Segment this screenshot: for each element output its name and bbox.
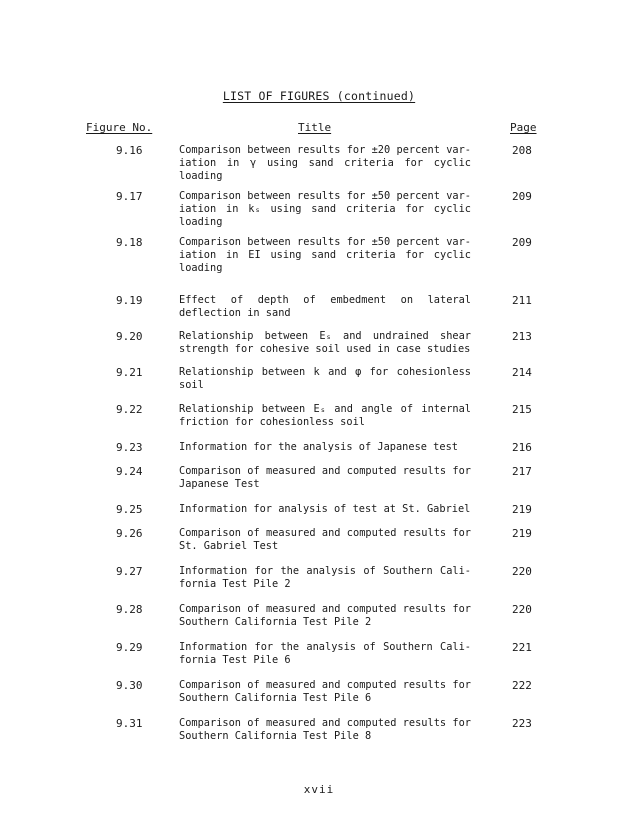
column-header-title: Title (298, 121, 332, 134)
page-ref: 209 (512, 236, 532, 249)
page-ref: 219 (512, 503, 532, 516)
figure-number: 9.24 (116, 465, 143, 478)
figure-title-line: Comparison of measured and computed results for (179, 717, 471, 729)
figure-number: 9.31 (116, 717, 143, 730)
column-header-figure-no: Figure No. (86, 121, 153, 134)
figure-title (179, 503, 471, 516)
figure-title (179, 294, 471, 320)
figure-title-line: Effect of depth of embedment on lateral (179, 294, 471, 306)
figure-title-line: Relationship between k and φ for cohesionless (179, 366, 471, 378)
figure-title (179, 717, 471, 743)
figure-title-line: St. Gabriel Test (179, 539, 279, 552)
figure-title (179, 330, 471, 356)
figure-title-line: Comparison between results for ±50 percent var- (179, 190, 471, 202)
figure-title-line: Information for the analysis of Japanese test (179, 441, 458, 453)
page-ref: 220 (512, 603, 532, 616)
figure-title-line: Southern California Test Pile 6 (179, 691, 372, 704)
page-ref: 219 (512, 527, 532, 540)
figure-title-line: Information for the analysis of Southern Cali- (179, 565, 471, 577)
figure-title-line: Comparison of measured and computed results for (179, 679, 471, 691)
figure-title (179, 465, 471, 491)
page-ref: 222 (512, 679, 532, 692)
figure-title-line: Southern California Test Pile 8 (179, 729, 372, 742)
figure-title-line: Southern California Test Pile 2 (179, 615, 372, 628)
figure-title (179, 236, 471, 274)
figure-title (179, 403, 471, 429)
figure-title (179, 603, 471, 629)
figure-number: 9.26 (116, 527, 143, 540)
figure-title-line: strength for cohesive soil used in case studies (179, 342, 471, 355)
page-ref: 217 (512, 465, 532, 478)
page-ref: 214 (512, 366, 532, 379)
figure-title-line: Comparison between results for ±50 percent var- (179, 236, 471, 248)
figure-title (179, 679, 471, 705)
page-ref: 223 (512, 717, 532, 730)
figure-number: 9.29 (116, 641, 143, 654)
figure-title-line: Information for the analysis of Southern Cali- (179, 641, 471, 653)
figure-title (179, 641, 471, 667)
figure-title-line: loading (179, 169, 223, 182)
figure-title-line: Comparison between results for ±20 percent var- (179, 144, 471, 156)
figure-number: 9.30 (116, 679, 143, 692)
page-ref: 216 (512, 441, 532, 454)
figure-title-line: Comparison of measured and computed results for (179, 603, 471, 615)
figure-title-line: loading (179, 261, 223, 274)
figure-title-line: friction for cohesionless soil (179, 415, 365, 428)
page-ref: 211 (512, 294, 532, 307)
figure-number: 9.28 (116, 603, 143, 616)
figure-number: 9.18 (116, 236, 143, 249)
figure-title-line: iation in γ using sand criteria for cyclic (179, 156, 471, 169)
figure-title-line: iation in kₛ using sand criteria for cyclic (179, 202, 471, 215)
figure-number: 9.25 (116, 503, 143, 516)
figure-title-line: Comparison of measured and computed results for (179, 527, 471, 539)
figure-number: 9.20 (116, 330, 143, 343)
page-ref: 208 (512, 144, 532, 157)
figure-title (179, 527, 471, 553)
figure-number: 9.23 (116, 441, 143, 454)
figure-title (179, 441, 471, 454)
figure-number: 9.22 (116, 403, 143, 416)
figure-number: 9.19 (116, 294, 143, 307)
figure-title (179, 366, 471, 392)
figure-title-line: Relationship between Eₛ and angle of internal (179, 403, 471, 415)
figure-title-line: soil (179, 378, 204, 391)
figure-title-line: Japanese Test (179, 477, 260, 490)
figure-title-line: fornia Test Pile 6 (179, 653, 291, 666)
figure-number: 9.16 (116, 144, 143, 157)
figure-title (179, 565, 471, 591)
figure-title-line: iation in EI using sand criteria for cyclic (179, 248, 471, 261)
figure-title (179, 190, 471, 228)
figure-title-line: loading (179, 215, 223, 228)
figure-title-line: deflection in sand (179, 306, 291, 319)
column-header-page: Page (510, 121, 537, 134)
figure-title-line: Relationship between Eₛ and undrained shear (179, 330, 471, 342)
figure-title-line: Information for analysis of test at St. Gabriel (179, 503, 471, 515)
page-ref: 221 (512, 641, 532, 654)
figure-number: 9.27 (116, 565, 143, 578)
figure-title-line: Comparison of measured and computed results for (179, 465, 471, 477)
figure-title (179, 144, 471, 182)
page-ref: 220 (512, 565, 532, 578)
figure-number: 9.17 (116, 190, 143, 203)
page-ref: 213 (512, 330, 532, 343)
figure-title-line: fornia Test Pile 2 (179, 577, 291, 590)
page-number: xvii (303, 783, 335, 796)
page-ref: 209 (512, 190, 532, 203)
figure-number: 9.21 (116, 366, 143, 379)
page-title: LIST OF FIGURES (continued) (222, 89, 416, 103)
page-ref: 215 (512, 403, 532, 416)
